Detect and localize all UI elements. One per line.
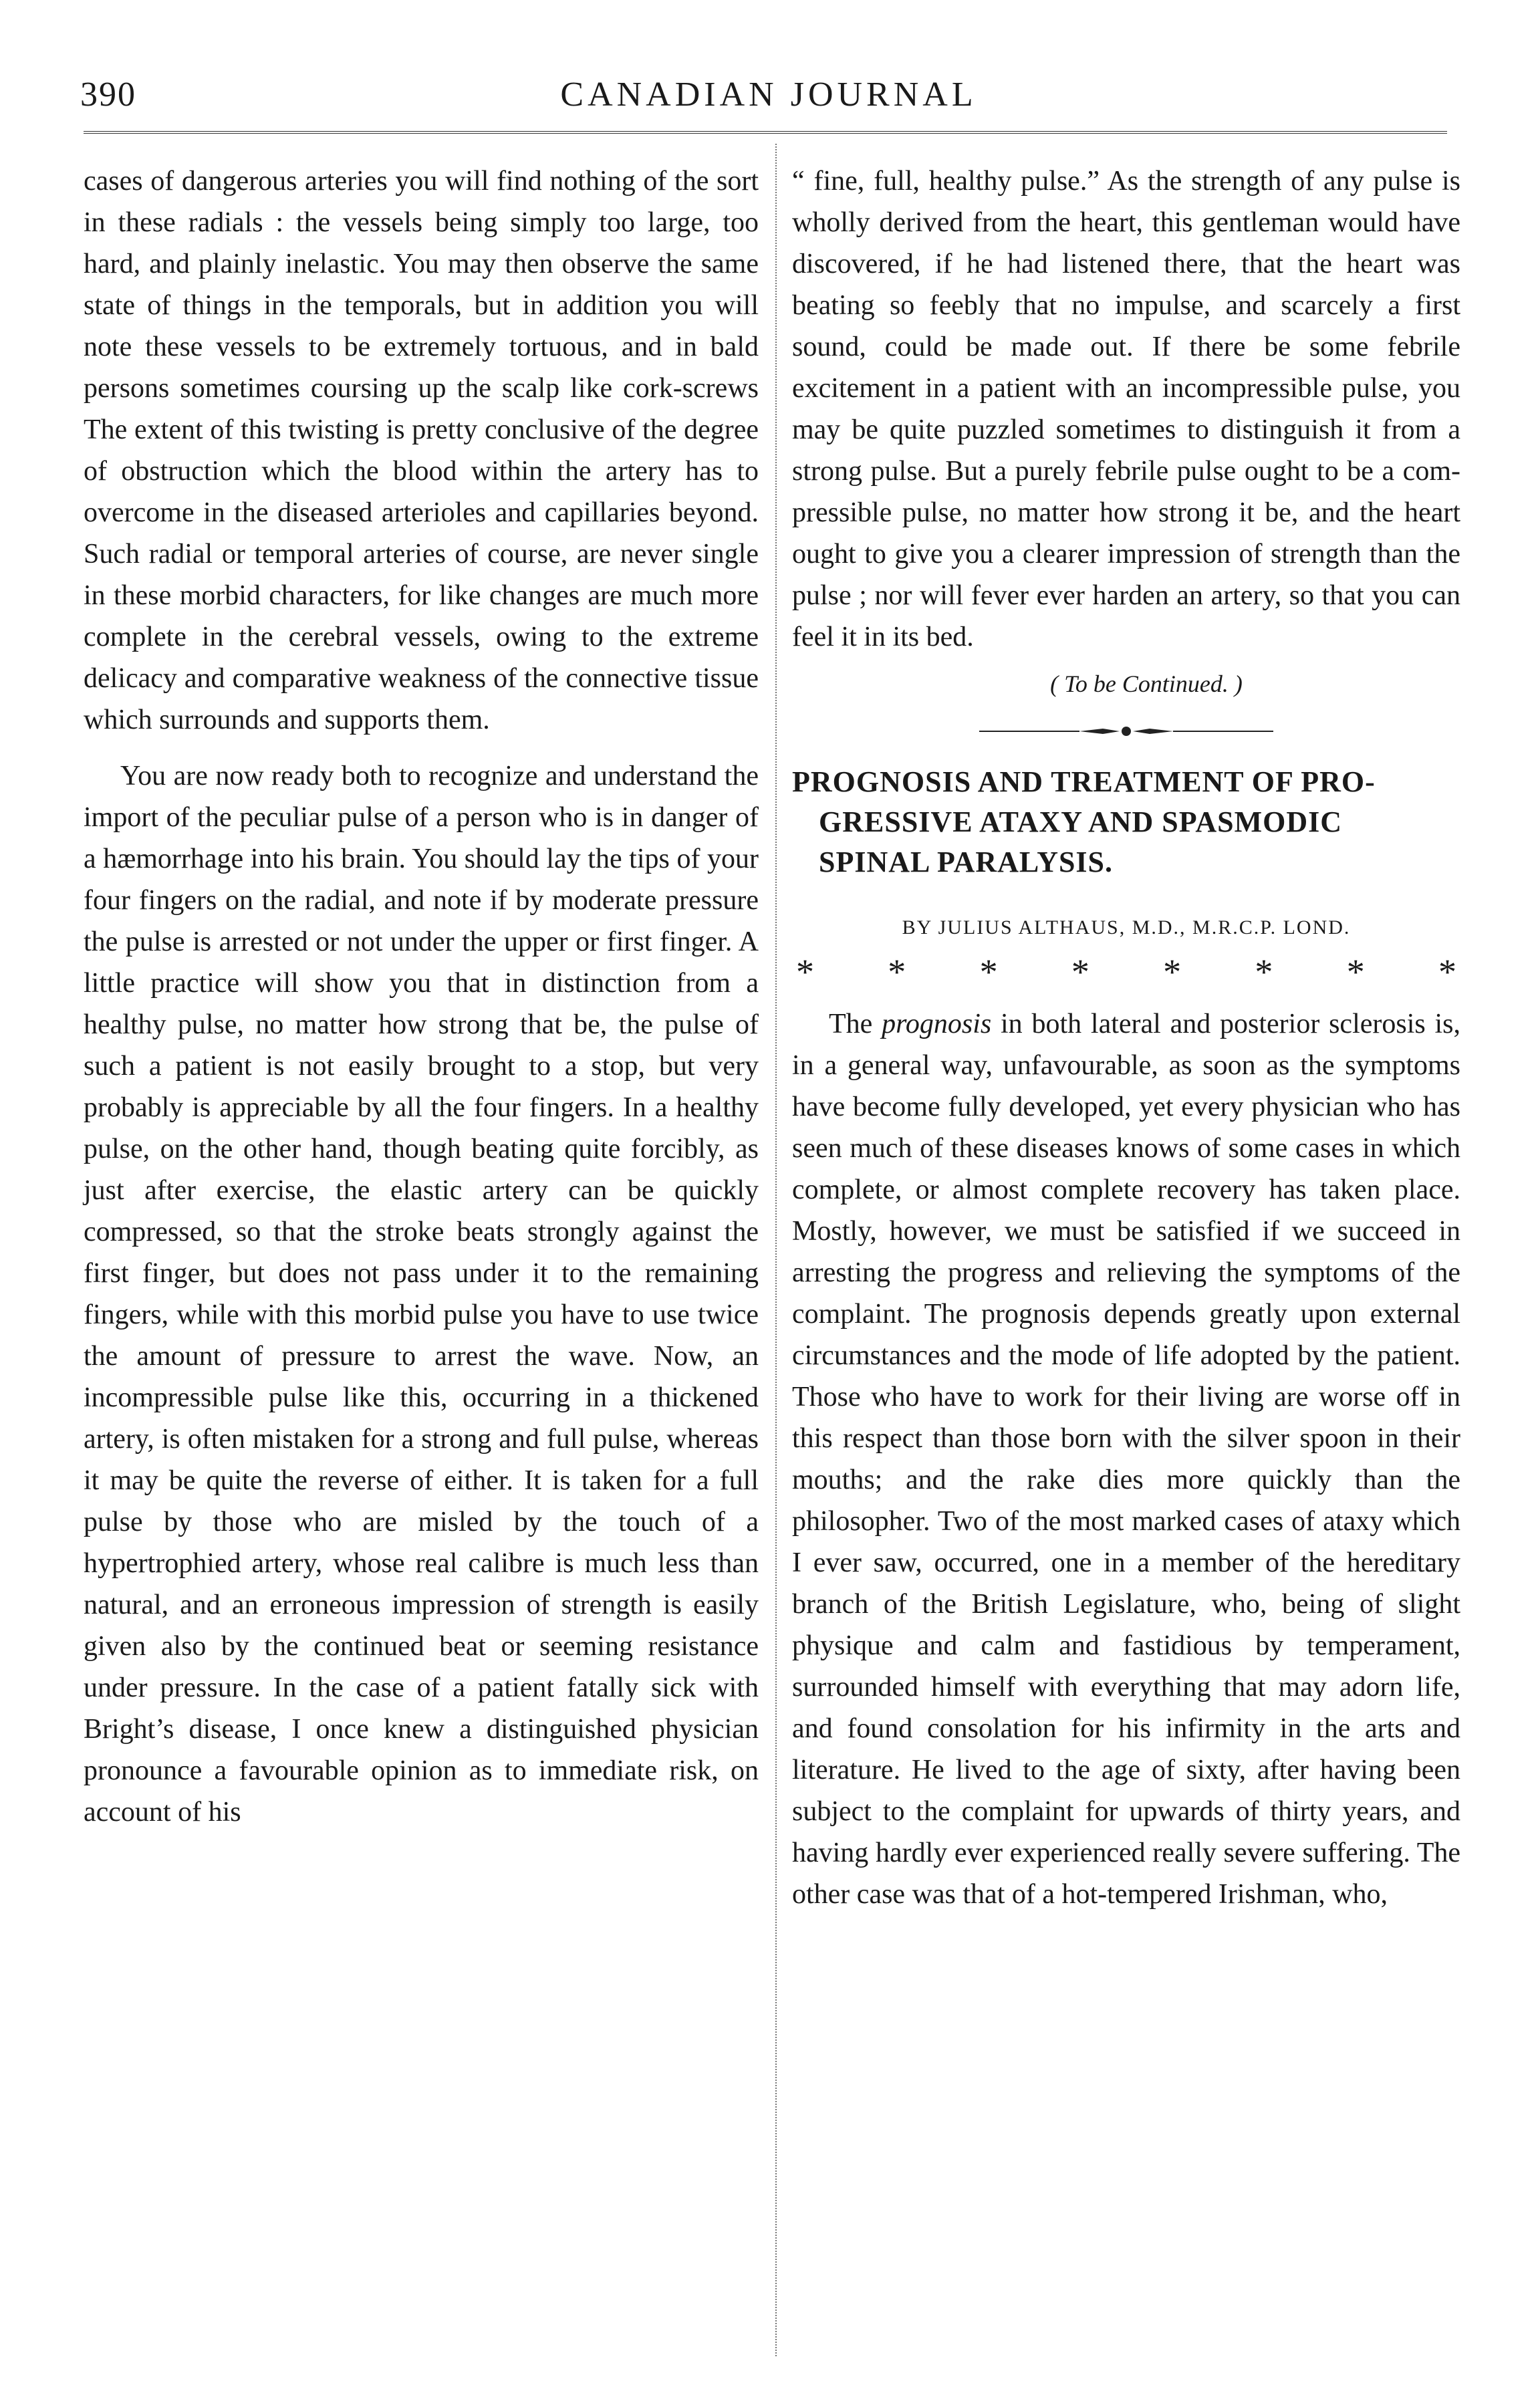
- article-title: [792, 762, 1460, 882]
- left-paragraph-2: You are now ready both to recognize and understand the import of the peculiar pulse of a person who is in danger of a hæmorrhage into his brain. You should lay the tips of your four fingers on the radial, and note if by moderate pressure the pulse is arrested or not under the upper or first finger. A little practice will show you that in distinction from a healthy pulse, no matter how strong that be, the pulse of such a patient is not easily brought to a stop, but very probably is appreciable by all the four fingers. In a healthy pulse, on the other hand, though beating quite forcibly, as just after exercise, the elastic artery can be quickly compressed, so that the stroke beats strongly against the first finger, but does not pass under it to the remaining fingers, while with this morbid pulse you have to use twice the amount of pressure to arrest the wave. Now, an incompressible pulse like this, occurring in a thickened artery, is often mistaken for a strong and full pulse, whereas it may be quite the reverse of either. It is taken for a full pulse by those who are misled by the touch of a hypertrophied artery, whose real calibre is much less than natural, and an erroneous impression of strength is easily given also by the continued beat or seeming resistance under pressure. In the case of a patient fatally sick with Bright’s disease, I once knew a distinguished physician pronounce a favourable opinion as to immediate risk, on account of his: [84, 761, 759, 1828]
- article-byline: BY JULIUS ALTHAUS, M.D., M.R.C.P. LOND.: [902, 916, 1351, 938]
- left-column: [84, 160, 759, 1833]
- page-number: 390: [80, 76, 136, 114]
- journal-title: CANADIAN JOURNAL: [560, 76, 977, 114]
- left-paragraph-1: cases of dangerous arteries you will find nothing of the sort in these radials : the vessels being simply too large, too hard, and plainly inelastic. You may then observe the same state of things in the temporals, but in addition you will note these vessels to be extremely tortuous, and in bald persons sometimes coursing up the scalp like cork-screws The extent of this twisting is pretty conclusive of the degree of obstruction which the blood within the artery has to overcome in the diseased arterioles and capillaries beyond. Such radial or temporal arteries of course, are never single in these morbid characters, for like changes are much more complete in the cerebral vessels, owing to the extreme delicacy and comparative weakness of the connective tissue which surrounds and supports them.: [84, 166, 759, 735]
- article-body-text: in both lateral and posterior sclerosis is, in a general way, unfavourable, as soon as the symptoms have become fully developed, yet every physician who has seen much of these diseases knows of some cases in which complete, or almost complete recovery has taken place. Mostly, however, we must be satisfied if we succeed in arresting the progress and relieving the symptoms of the complaint. The prognosis depends greatly upon external circumstances and the mode of life adopted by the patient. Those who have to work for their living are worse off in this respect than those born with the silver spoon in their mouths; and the rake dies more quickly than the philosopher. Two of the most marked cases of ataxy which I ever saw, occurred, one in a member of the hereditary branch of the British Legislature, who, being of slight physique and calm and fastidious by temperament, surrounded himself with everything that may adorn life, and found consolation for his infirmity in the arts and literature. He lived to the age of sixty, after having been subject to the complaint for upwards of thirty years, and having hardly ever experienced really severe suffering. The other case was that of a hot-tempered Irishman, who,: [792, 1008, 1461, 1910]
- article-title-line-1: PROGNOSIS AND TREATMENT OF PRO-: [792, 765, 1376, 798]
- article-title-line-2: GRESSIVE ATAXY AND SPASMODIC: [819, 805, 1343, 838]
- header-rule: [84, 131, 1447, 134]
- asterisk-glyph: *: [1163, 951, 1182, 992]
- ornament-divider-icon: [979, 725, 1273, 738]
- asterisk-glyph: *: [796, 951, 814, 992]
- article-title-line-3: SPINAL PARALYSIS.: [819, 846, 1114, 878]
- right-column: [792, 160, 1460, 1915]
- to-be-continued-note: ( To be Continued. ): [1050, 670, 1243, 697]
- ornament-divider: [979, 725, 1273, 738]
- article-lead-word: The: [829, 1008, 873, 1039]
- right-continuation-paragraph: “ fine, full, healthy pulse.” As the strength of any pulse is wholly derived from the heart, this gentleman would have discovered, if he had listened there, that the heart was beating so feebly that no impulse, and scarcely a first sound, could be made out. If there be some febrile excitement in a patient with an incompressible pulse, you may be quite puzzled sometimes to distinguish it from a strong pulse. But a purely febrile pulse ought to be a compressible pulse, no matter how strong it be, and the heart ought to give you a clearer impression of strength than the pulse ; nor will fever ever harden an artery, so that you can feel it in its bed.: [792, 166, 1460, 652]
- asterisk-glyph: *: [1438, 951, 1456, 992]
- asterisk-glyph: *: [1071, 951, 1089, 992]
- article-body-paragraph: [792, 1003, 1460, 1915]
- asterisk-row: [792, 951, 1460, 993]
- asterisk-glyph: *: [1255, 951, 1273, 992]
- asterisk-glyph: *: [888, 951, 906, 992]
- asterisk-glyph: *: [1346, 951, 1365, 992]
- running-head: [80, 75, 1457, 122]
- article-italic-word: prognosis: [882, 1008, 992, 1039]
- asterisk-glyph: *: [979, 951, 998, 992]
- column-divider: [775, 144, 777, 2356]
